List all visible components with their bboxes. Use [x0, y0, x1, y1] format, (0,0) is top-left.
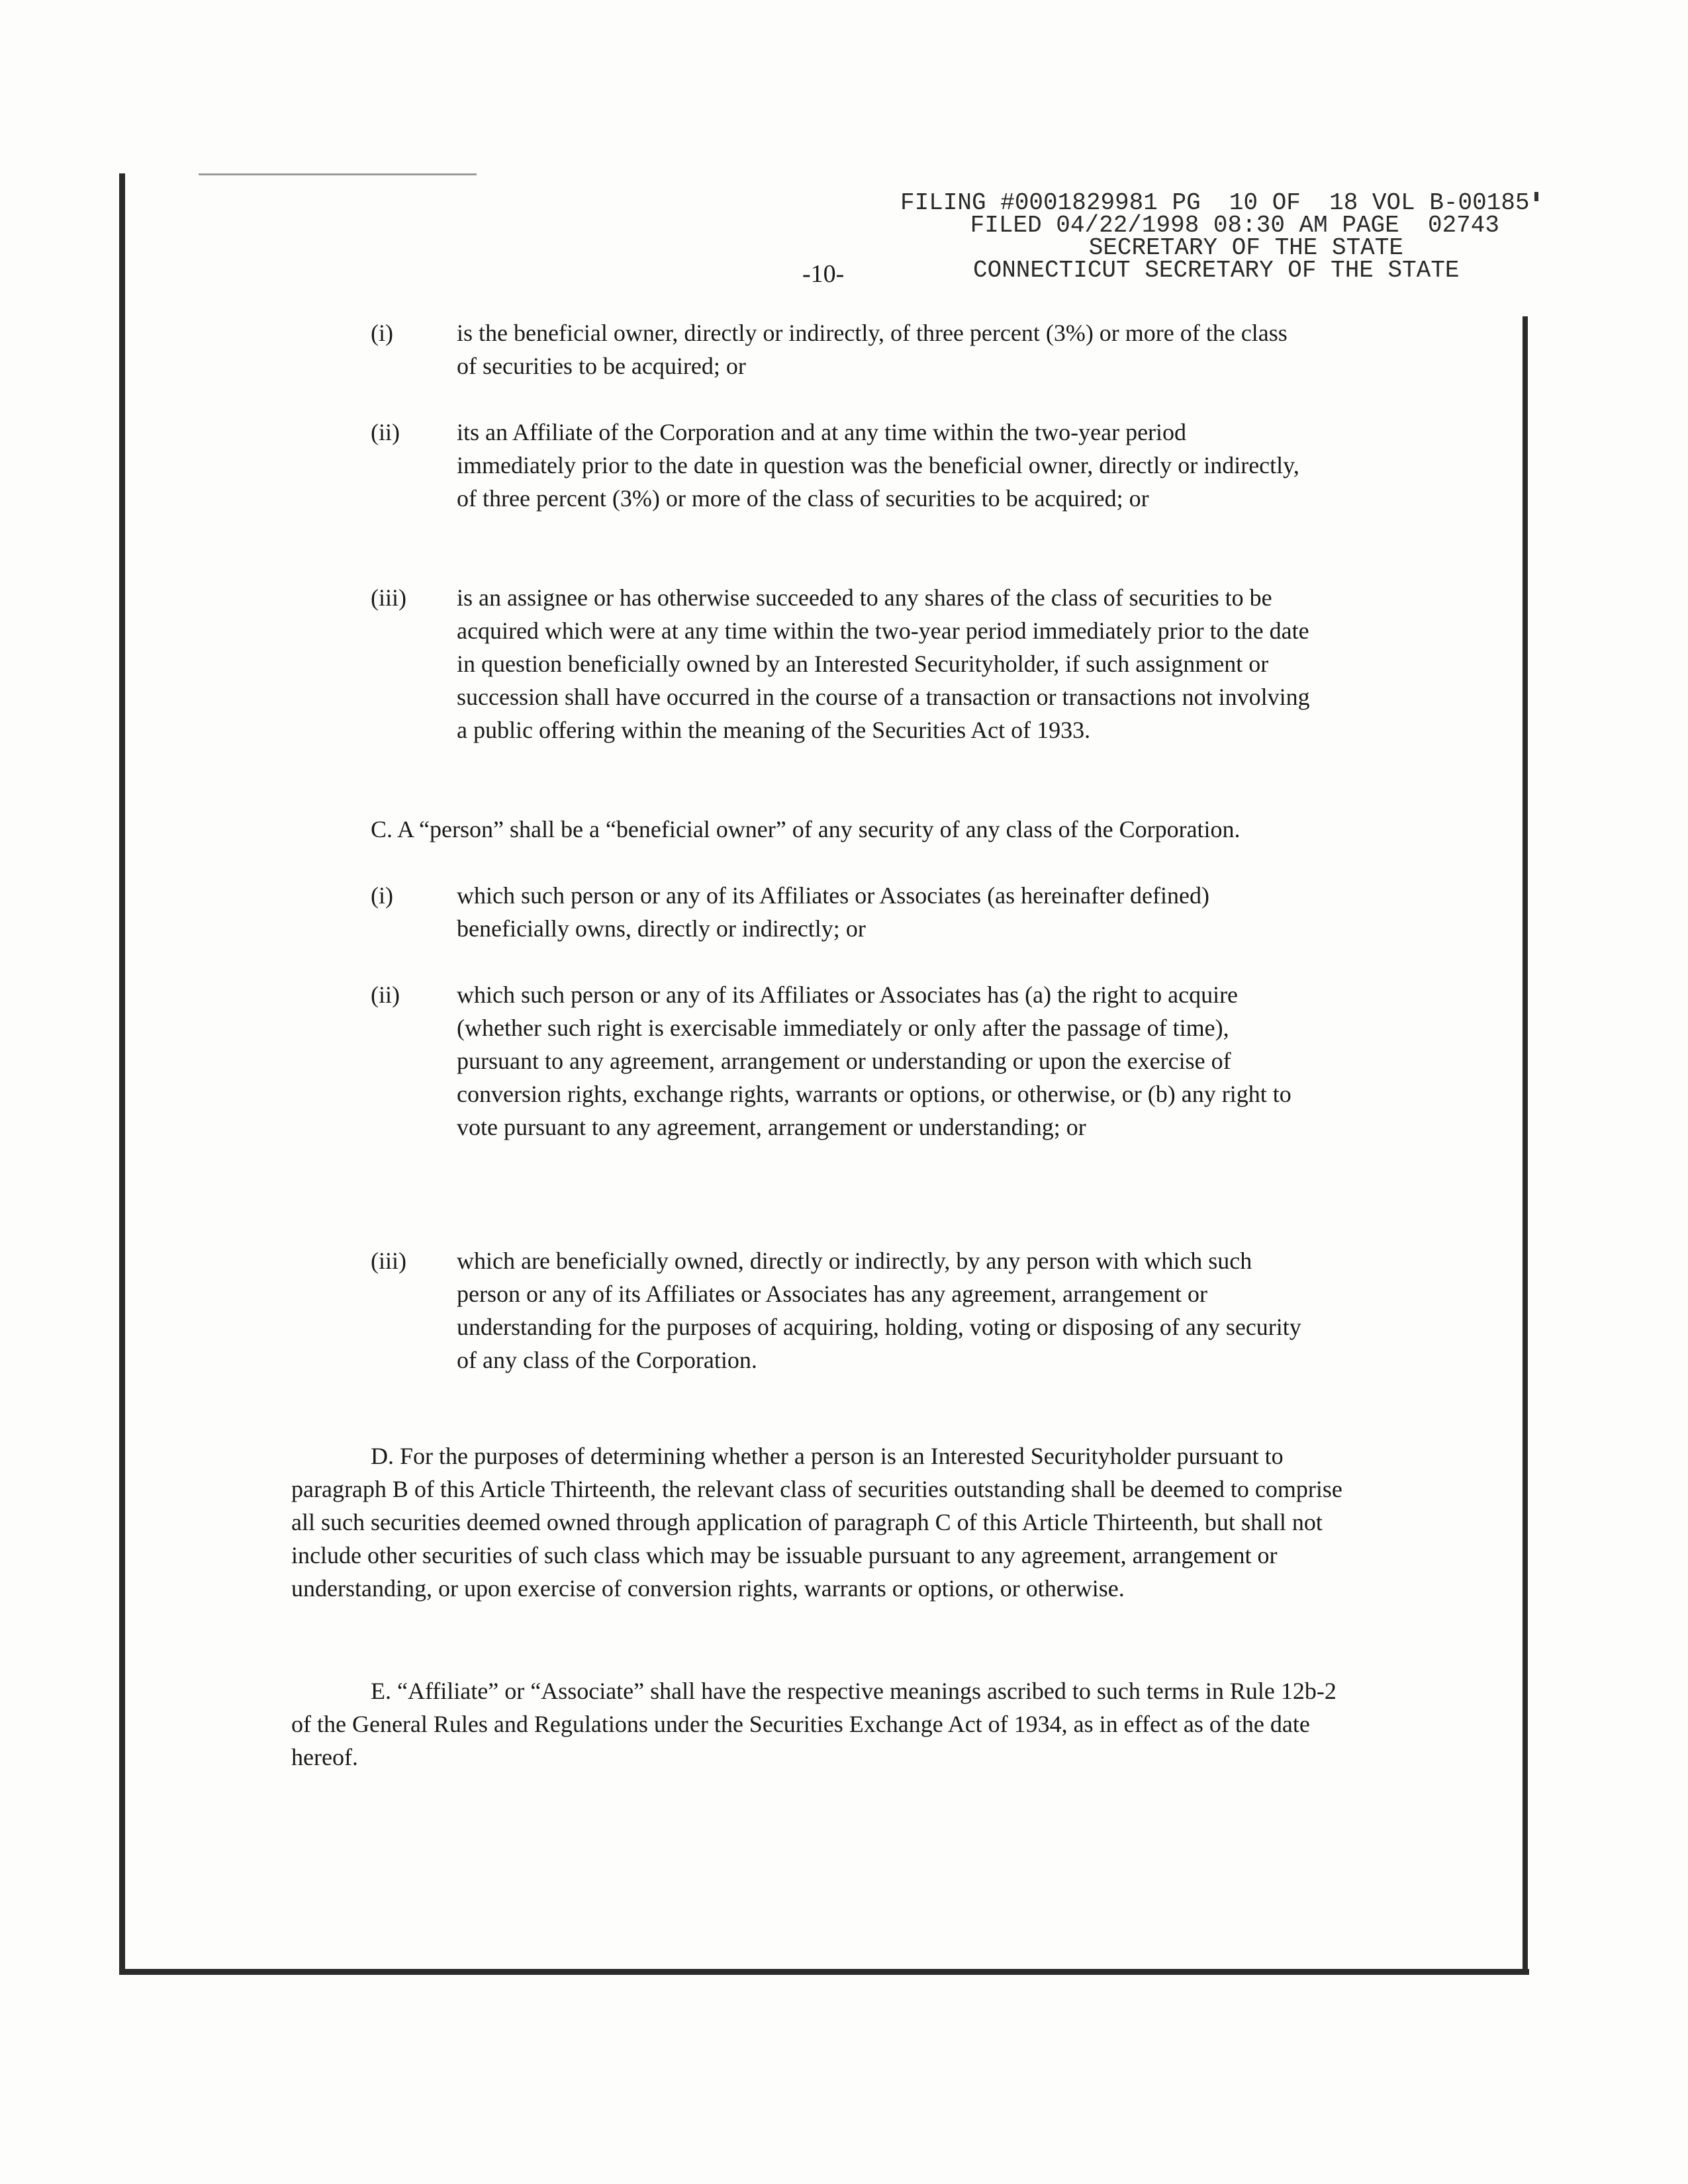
scan-artifact	[199, 173, 477, 175]
frame-border-bottom	[119, 1969, 1529, 1975]
section-d-paragraph: D. For the purposes of determining whether a person is an Interested Securityholder pursuant to paragraph B of this Article Thirteenth, the relevant class of securities outstanding shall be deemed to comprise all such securities deemed owned through application of paragraph C of this Article Thirteenth, but shall not include other securities of such class which may be issuable pursuant to any agreement, arrangement or understanding, or upon exercise of conversion rights, warrants or options, or otherwise.	[291, 1443, 1342, 1602]
section-c-heading: C. A “person” shall be a “beneficial owner” of any security of any class of the Corporation.	[371, 816, 1241, 842]
frame-border-left	[119, 173, 125, 1974]
filing-stamp-line: FILED 04/22/1998 08:30 AM PAGE 02743	[970, 212, 1499, 239]
list-item-number: (iii)	[371, 584, 406, 611]
list-item-text: is the beneficial owner, directly or indirectly, of three percent (3%) or more of the class of securities to be acquired; or	[457, 320, 1288, 379]
list-item-text: its an Affiliate of the Corporation and at any time within the two-year period immediately prior to the date in question was the beneficial owner, directly or indirectly, of three percent (3%) or more of the class of securities to be acquired; or	[457, 419, 1299, 512]
list-item-text: which are beneficially owned, directly or indirectly, by any person with which such person or any of its Affiliates or Associates has any agreement, arrangement or understanding for the purposes of acquiring, holding, voting or disposing of any security of any class of the Corporation.	[457, 1248, 1301, 1373]
list-item-number: (ii)	[371, 419, 400, 445]
filing-stamp	[900, 189, 1530, 284]
list-item-text: is an assignee or has otherwise succeeded to any shares of the class of securities to be acquired which were at any time within the two-year period immediately prior to the date in question beneficially owned by an Interested Securityholder, if such assignment or succession shall have occurred in the course of a transaction or transactions not involving a public offering within the meaning of the Securities Act of 1933.	[457, 584, 1310, 743]
list-item-number: (i)	[371, 320, 393, 346]
section-e-paragraph: E. “Affiliate” or “Associate” shall have the respective meanings ascribed to such terms in Rule 12b-2 of the General Rules and Regulations under the Securities Exchange Act of 1934, as in effect as of the date hereof.	[291, 1678, 1336, 1770]
filing-stamp-line: FILING #0001829981 PG 10 OF 18 VOL B-00185	[900, 189, 1530, 216]
frame-border-right	[1523, 316, 1528, 1975]
filing-stamp-line: SECRETARY OF THE STATE	[1088, 234, 1403, 261]
list-item-text: which such person or any of its Affiliates or Associates (as hereinafter defined) beneficially owns, directly or indirectly; or	[457, 882, 1209, 942]
list-item-number: (iii)	[371, 1248, 406, 1274]
scan-artifact	[1534, 192, 1538, 201]
list-item-number: (i)	[371, 882, 393, 909]
filing-stamp-line: CONNECTICUT SECRETARY OF THE STATE	[973, 257, 1460, 284]
page-number: -10-	[802, 260, 845, 288]
list-item-number: (ii)	[371, 981, 400, 1008]
list-item-text: which such person or any of its Affiliates or Associates has (a) the right to acquire (whether such right is exercisable immediately or only after the passage of time), pursuant to any agreement, arrangement or understanding or upon the exercise of conversion rights, exchange rights, warrants or options, or otherwise, or (b) any right to vote pursuant to any agreement, arrangement or understanding; or	[457, 981, 1291, 1140]
